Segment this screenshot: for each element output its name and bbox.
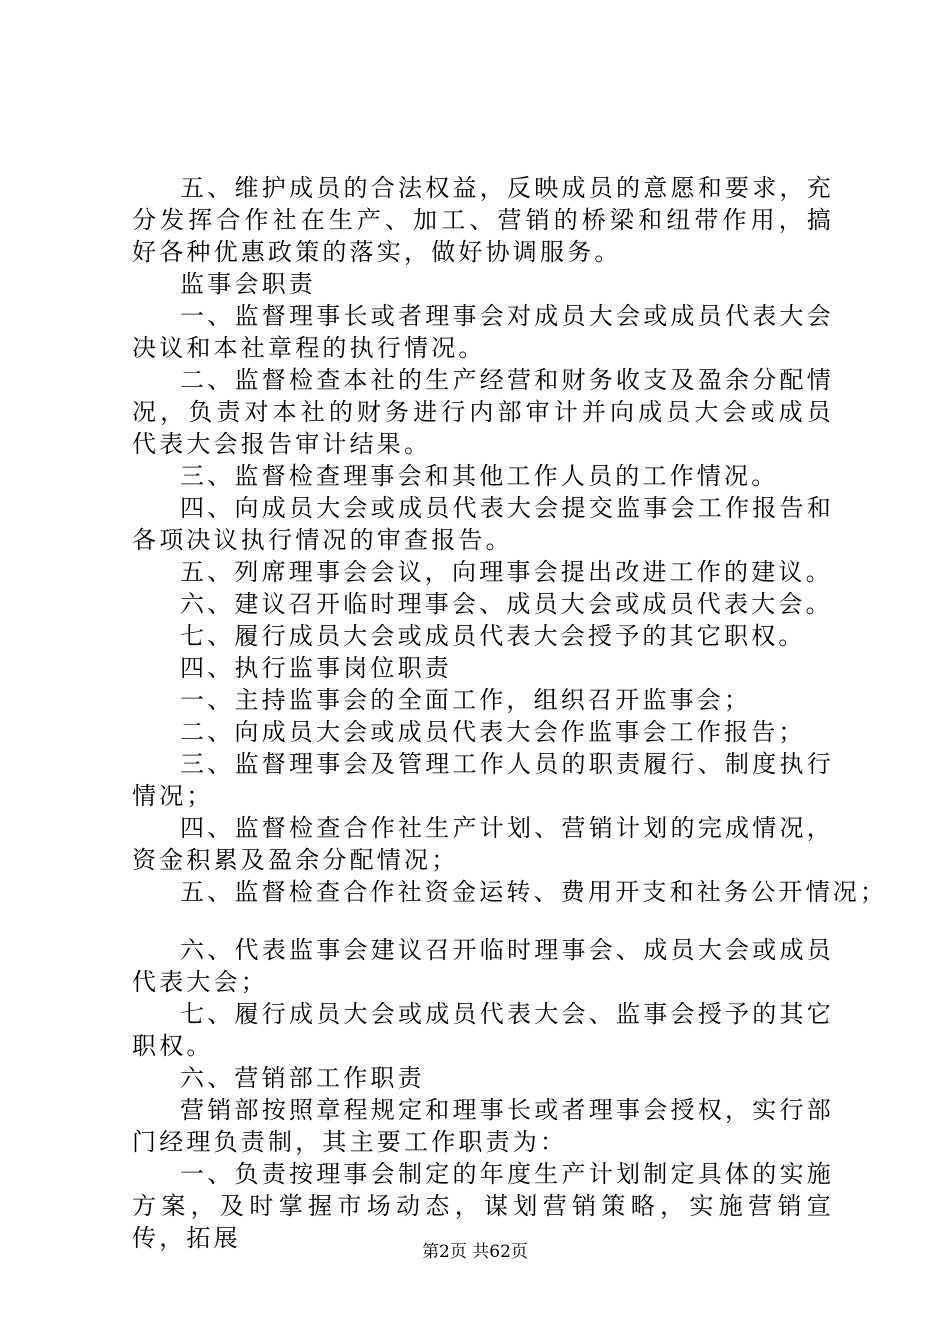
- paragraph-preside-board: 一、主持监事会的全面工作，组织召开监事会；: [180, 686, 752, 714]
- heading-supervisory-board-duties: 监事会职责: [180, 270, 316, 298]
- paragraph-attend-meetings: 五、列席理事会会议，向理事会提出改进工作的建议。: [180, 558, 833, 586]
- paragraph-other-powers-executive: 七、履行成员大会或成员代表大会、监事会授予的其它职权。: [132, 1000, 834, 1060]
- paragraph-member-rights: 五、维护成员的合法权益，反映成员的意愿和要求，充分发挥合作社在生产、加工、营销的桥梁和纽带作用，搞好各种优惠政策的落实，做好协调服务。: [132, 174, 834, 266]
- paragraph-other-powers: 七、履行成员大会或成员代表大会授予的其它职权。: [180, 622, 806, 650]
- paragraph-marketing-responsibility: 营销部按照章程规定和理事长或者理事会授权，实行部门经理负责制，其主要工作职责为：: [132, 1096, 834, 1156]
- paragraph-work-report: 二、向成员大会或成员代表大会作监事会工作报告；: [180, 718, 806, 746]
- paragraph-propose-meetings: 六、建议召开临时理事会、成员大会或成员代表大会。: [180, 590, 833, 618]
- heading-marketing-duties: 六、营销部工作职责: [180, 1064, 425, 1092]
- paragraph-gap: [132, 908, 834, 934]
- paragraph-supervise-funds: 五、监督检查合作社资金运转、费用开支和社务公开情况；: [180, 878, 888, 906]
- paragraph-supervise-staff: 三、监督检查理事会和其他工作人员的工作情况。: [180, 462, 779, 490]
- page-number-footer: 第2页 共62页: [422, 1242, 528, 1262]
- paragraph-represent-board: 六、代表监事会建议召开临时理事会、成员大会或成员代表大会；: [132, 936, 834, 996]
- paragraph-supervise-management: 三、监督理事会及管理工作人员的职责履行、制度执行情况；: [132, 750, 834, 810]
- paragraph-supervise-finance: 二、监督检查本社的生产经营和财务收支及盈余分配情况，负责对本社的财务进行内部审计并向成员大会或成员代表大会报告审计结果。: [132, 366, 834, 458]
- paragraph-submit-report: 四、向成员大会或成员代表大会提交监事会工作报告和各项决议执行情况的审查报告。: [132, 494, 834, 554]
- paragraph-marketing-plan: 一、负责按理事会制定的年度生产计划制定具体的实施方案，及时掌握市场动态，谋划营销策略，实施营销宣传，拓展: [132, 1160, 834, 1252]
- document-body: [132, 172, 888, 1254]
- paragraph-supervise-chairman: 一、监督理事长或者理事会对成员大会或成员代表大会决议和本社章程的执行情况。: [132, 302, 834, 362]
- heading-executive-supervisor-duties: 四、执行监事岗位职责: [180, 654, 452, 682]
- paragraph-supervise-plans: 四、监督检查合作社生产计划、营销计划的完成情况，资金积累及盈余分配情况；: [132, 814, 834, 874]
